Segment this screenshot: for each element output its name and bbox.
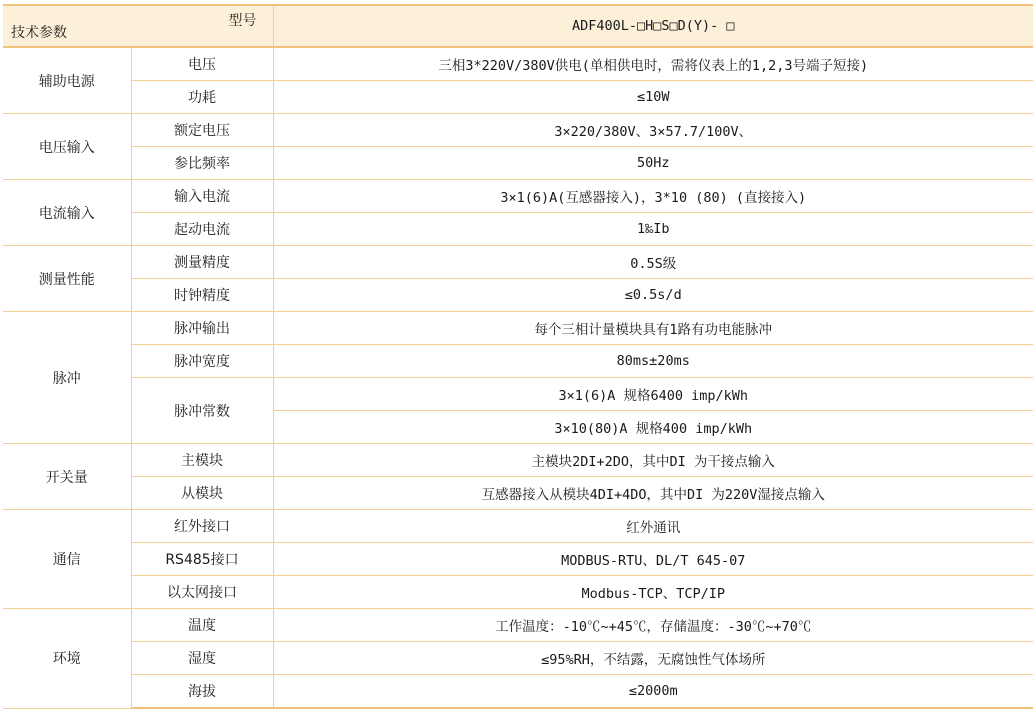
item-value: 3×1(6)A(互感器接入)，3*10 (80) (直接接入) bbox=[273, 180, 1033, 213]
table-row bbox=[3, 47, 1033, 81]
item-value: ≤10W bbox=[273, 81, 1033, 114]
table-row bbox=[3, 180, 1033, 213]
item-value: ≤95%RH，不结露，无腐蚀性气体场所 bbox=[273, 642, 1033, 675]
table-row bbox=[3, 279, 1033, 312]
item-label: 输入电流 bbox=[131, 180, 273, 213]
table-row bbox=[3, 81, 1033, 114]
item-label: 温度 bbox=[131, 609, 273, 642]
table-row bbox=[3, 213, 1033, 246]
table-row bbox=[3, 477, 1033, 510]
header-model-label: 型号 bbox=[228, 13, 257, 29]
item-value: 每个三相计量模块具有1路有功电能脉冲 bbox=[273, 312, 1033, 345]
item-label: 功耗 bbox=[131, 81, 273, 114]
table-row bbox=[3, 576, 1033, 609]
table-row bbox=[3, 312, 1033, 345]
item-value: 红外通讯 bbox=[273, 510, 1033, 543]
item-value: 3×1(6)A 规格6400 imp/kWh bbox=[273, 378, 1033, 411]
table-row bbox=[3, 114, 1033, 147]
category-pulse: 脉冲 bbox=[3, 312, 131, 444]
item-label: 红外接口 bbox=[131, 510, 273, 543]
item-value: 三相3*220V/380V供电(单相供电时，需将仪表上的1,2,3号端子短接) bbox=[273, 47, 1033, 81]
item-label: 脉冲输出 bbox=[131, 312, 273, 345]
table-row bbox=[3, 543, 1033, 576]
item-value: ≤0.5s/d bbox=[273, 279, 1033, 312]
item-value: 0.5S级 bbox=[273, 246, 1033, 279]
item-value: MODBUS-RTU、DL/T 645-07 bbox=[273, 543, 1033, 576]
table-row bbox=[3, 675, 1033, 709]
table-row bbox=[3, 444, 1033, 477]
item-value: ≤2000m bbox=[273, 675, 1033, 709]
category-current-input: 电流输入 bbox=[3, 180, 131, 246]
category-voltage-input: 电压输入 bbox=[3, 114, 131, 180]
item-label: 从模块 bbox=[131, 477, 273, 510]
item-value: 互感器接入从模块4DI+4DO，其中DI 为220V湿接点输入 bbox=[273, 477, 1033, 510]
item-label: 主模块 bbox=[131, 444, 273, 477]
table-row bbox=[3, 609, 1033, 642]
header-row bbox=[3, 5, 1033, 47]
item-value: 主模块2DI+2DO，其中DI 为干接点输入 bbox=[273, 444, 1033, 477]
item-label: RS485接口 bbox=[131, 543, 273, 576]
category-aux-power: 辅助电源 bbox=[3, 47, 131, 114]
table-row bbox=[3, 246, 1033, 279]
category-env: 环境 bbox=[3, 609, 131, 709]
item-label: 额定电压 bbox=[131, 114, 273, 147]
spec-table bbox=[3, 4, 1033, 709]
table-row bbox=[3, 147, 1033, 180]
category-switch: 开关量 bbox=[3, 444, 131, 510]
item-label: 海拔 bbox=[131, 675, 273, 709]
item-label: 测量精度 bbox=[131, 246, 273, 279]
category-comm: 通信 bbox=[3, 510, 131, 609]
item-label: 时钟精度 bbox=[131, 279, 273, 312]
header-params-label: 技术参数 bbox=[11, 25, 67, 41]
item-value: 3×220/380V、3×57.7/100V、 bbox=[273, 114, 1033, 147]
item-label: 起动电流 bbox=[131, 213, 273, 246]
item-label: 以太网接口 bbox=[131, 576, 273, 609]
item-value: 3×10(80)A 规格400 imp/kWh bbox=[273, 411, 1033, 444]
item-label: 电压 bbox=[131, 47, 273, 81]
category-measure: 测量性能 bbox=[3, 246, 131, 312]
table-row bbox=[3, 345, 1033, 378]
header-corner-cell bbox=[3, 5, 273, 47]
table-row bbox=[3, 642, 1033, 675]
table-row bbox=[3, 510, 1033, 543]
item-value: 50Hz bbox=[273, 147, 1033, 180]
item-value: 工作温度：-10℃~+45℃，存储温度：-30℃~+70℃ bbox=[273, 609, 1033, 642]
item-value: 1‰Ib bbox=[273, 213, 1033, 246]
item-label: 脉冲宽度 bbox=[131, 345, 273, 378]
table-row bbox=[3, 378, 1033, 411]
item-value: 80ms±20ms bbox=[273, 345, 1033, 378]
item-label: 脉冲常数 bbox=[131, 378, 273, 444]
item-label: 湿度 bbox=[131, 642, 273, 675]
item-value: Modbus-TCP、TCP/IP bbox=[273, 576, 1033, 609]
item-label: 参比频率 bbox=[131, 147, 273, 180]
header-model-value: ADF400L-□H□S□D(Y)- □ bbox=[273, 5, 1033, 47]
